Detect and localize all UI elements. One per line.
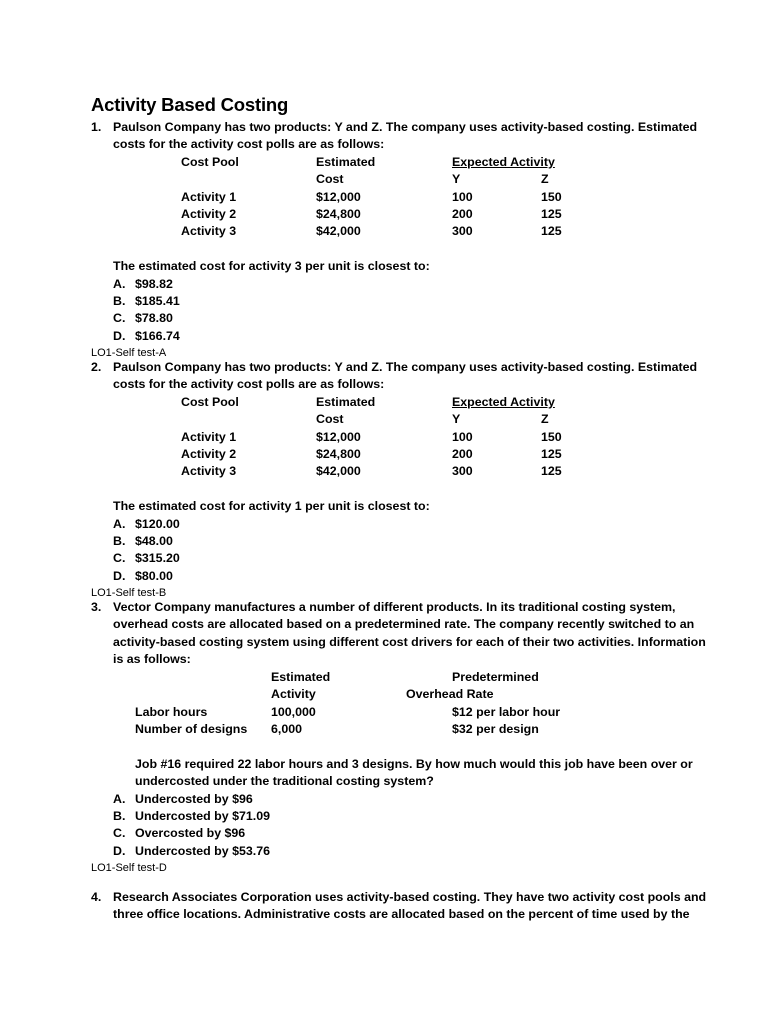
q1-header-cost: Cost bbox=[316, 172, 344, 186]
q2-option-b-text: $48.00 bbox=[135, 534, 173, 548]
q3-option-c-letter: C. bbox=[113, 826, 126, 840]
q1-header-cost-pool: Cost Pool bbox=[181, 155, 239, 169]
q1-option-d-letter: D. bbox=[113, 329, 126, 343]
q2-row-1-pool: Activity 1 bbox=[181, 430, 237, 444]
q3-row-2-driver: Number of designs bbox=[135, 722, 248, 736]
q3-row-1-driver: Labor hours bbox=[135, 705, 208, 719]
q2-header-expected-activity: Expected Activity bbox=[452, 395, 555, 409]
q3-row-2-activity: 6,000 bbox=[271, 722, 303, 736]
q1-header-z: Z bbox=[541, 172, 549, 186]
q2-row-1-z: 150 bbox=[541, 430, 562, 444]
q2-option-a-text: $120.00 bbox=[135, 517, 180, 531]
q3-row-2-rate: $32 per design bbox=[452, 722, 539, 736]
q1-row-2-y: 200 bbox=[452, 207, 473, 221]
q3-option-b-text: Undercosted by $71.09 bbox=[135, 809, 270, 823]
q1-row-3-z: 125 bbox=[541, 224, 562, 238]
q3-header-activity: Activity bbox=[271, 687, 316, 701]
question-2-stem-line-2: costs for the activity cost polls are as follows: bbox=[113, 377, 385, 391]
question-4-number: 4. bbox=[91, 890, 102, 904]
q1-option-c-letter: C. bbox=[113, 311, 126, 325]
question-4-stem-line-1: Research Associates Corporation uses activity-based costing. They have two activity cost pools and bbox=[113, 890, 707, 904]
page-title: Activity Based Costing bbox=[91, 94, 289, 115]
q1-row-2-cost: $24,800 bbox=[316, 207, 361, 221]
question-1-reference: LO1-Self test-A bbox=[91, 347, 167, 359]
q2-row-3-y: 300 bbox=[452, 464, 473, 478]
q2-header-cost-pool: Cost Pool bbox=[181, 395, 239, 409]
q1-header-estimated: Estimated bbox=[316, 155, 376, 169]
q1-header-expected-activity: Expected Activity bbox=[452, 155, 555, 169]
question-1-stem-line-1: Paulson Company has two products: Y and Z. The company uses activity-based costing. Estimated bbox=[113, 120, 698, 134]
q2-row-2-cost: $24,800 bbox=[316, 447, 361, 461]
q2-row-2-z: 125 bbox=[541, 447, 562, 461]
q2-row-2-y: 200 bbox=[452, 447, 473, 461]
q3-option-a-text: Undercosted by $96 bbox=[135, 792, 253, 806]
q2-row-3-cost: $42,000 bbox=[316, 464, 361, 478]
question-4-stem-line-2: three office locations. Administrative costs are allocated based on the percent of time used by the bbox=[113, 907, 690, 921]
q3-option-c-text: Overcosted by $96 bbox=[135, 826, 246, 840]
question-2-reference: LO1-Self test-B bbox=[91, 587, 167, 599]
q3-option-b-letter: B. bbox=[113, 809, 126, 823]
q3-option-a-letter: A. bbox=[113, 792, 126, 806]
question-3-reference: LO1-Self test-D bbox=[91, 862, 167, 874]
q2-row-1-y: 100 bbox=[452, 430, 473, 444]
q3-row-1-rate: $12 per labor hour bbox=[452, 705, 561, 719]
q1-option-a-letter: A. bbox=[113, 277, 126, 291]
question-3-prompt-line-2: undercosted under the traditional costing system? bbox=[135, 774, 434, 788]
q1-option-b-letter: B. bbox=[113, 294, 126, 308]
q1-option-b-text: $185.41 bbox=[135, 294, 180, 308]
q1-option-d-text: $166.74 bbox=[135, 329, 180, 343]
q2-option-d-letter: D. bbox=[113, 569, 126, 583]
q1-row-2-z: 125 bbox=[541, 207, 562, 221]
q2-row-3-z: 125 bbox=[541, 464, 562, 478]
question-3-stem-line-4: is as follows: bbox=[113, 652, 191, 666]
q1-row-1-pool: Activity 1 bbox=[181, 190, 237, 204]
question-2-stem-line-1: Paulson Company has two products: Y and Z. The company uses activity-based costing. Estimated bbox=[113, 360, 698, 374]
q2-option-a-letter: A. bbox=[113, 517, 126, 531]
q1-row-3-y: 300 bbox=[452, 224, 473, 238]
q2-header-estimated: Estimated bbox=[316, 395, 376, 409]
question-2-prompt: The estimated cost for activity 1 per unit is closest to: bbox=[113, 499, 430, 513]
q2-header-cost: Cost bbox=[316, 412, 344, 426]
question-3-stem-line-2: overhead costs are allocated based on a predetermined rate. The company recently switched to an bbox=[113, 617, 695, 631]
question-3-stem-line-3: activity-based costing system using different cost drivers for each of their two activities. Information bbox=[113, 635, 706, 649]
question-3-prompt-line-1: Job #16 required 22 labor hours and 3 designs. By how much would this job have been over or bbox=[135, 757, 693, 771]
q1-row-1-z: 150 bbox=[541, 190, 562, 204]
q2-row-2-pool: Activity 2 bbox=[181, 447, 237, 461]
q2-option-c-text: $315.20 bbox=[135, 551, 180, 565]
q3-header-estimated: Estimated bbox=[271, 670, 331, 684]
q3-option-d-letter: D. bbox=[113, 844, 126, 858]
q2-option-d-text: $80.00 bbox=[135, 569, 173, 583]
question-1-number: 1. bbox=[91, 120, 102, 134]
q1-row-1-y: 100 bbox=[452, 190, 473, 204]
q2-option-b-letter: B. bbox=[113, 534, 126, 548]
q3-row-1-activity: 100,000 bbox=[271, 705, 316, 719]
question-3-number: 3. bbox=[91, 600, 102, 614]
q3-option-d-text: Undercosted by $53.76 bbox=[135, 844, 270, 858]
q2-header-z: Z bbox=[541, 412, 549, 426]
q1-option-a-text: $98.82 bbox=[135, 277, 173, 291]
q1-row-2-pool: Activity 2 bbox=[181, 207, 237, 221]
q2-option-c-letter: C. bbox=[113, 551, 126, 565]
q1-row-1-cost: $12,000 bbox=[316, 190, 361, 204]
q1-option-c-text: $78.80 bbox=[135, 311, 173, 325]
q3-header-predetermined: Predetermined bbox=[452, 670, 539, 684]
question-3-stem-line-1: Vector Company manufactures a number of different products. In its traditional costing system, bbox=[113, 600, 676, 614]
q1-row-3-cost: $42,000 bbox=[316, 224, 361, 238]
question-1-prompt: The estimated cost for activity 3 per unit is closest to: bbox=[113, 259, 430, 273]
q2-header-y: Y bbox=[452, 412, 461, 426]
q3-header-overhead-rate: Overhead Rate bbox=[406, 687, 494, 701]
q1-header-y: Y bbox=[452, 172, 461, 186]
q2-row-3-pool: Activity 3 bbox=[181, 464, 237, 478]
q2-row-1-cost: $12,000 bbox=[316, 430, 361, 444]
question-2-number: 2. bbox=[91, 360, 102, 374]
question-1-stem-line-2: costs for the activity cost polls are as follows: bbox=[113, 137, 385, 151]
q1-row-3-pool: Activity 3 bbox=[181, 224, 237, 238]
